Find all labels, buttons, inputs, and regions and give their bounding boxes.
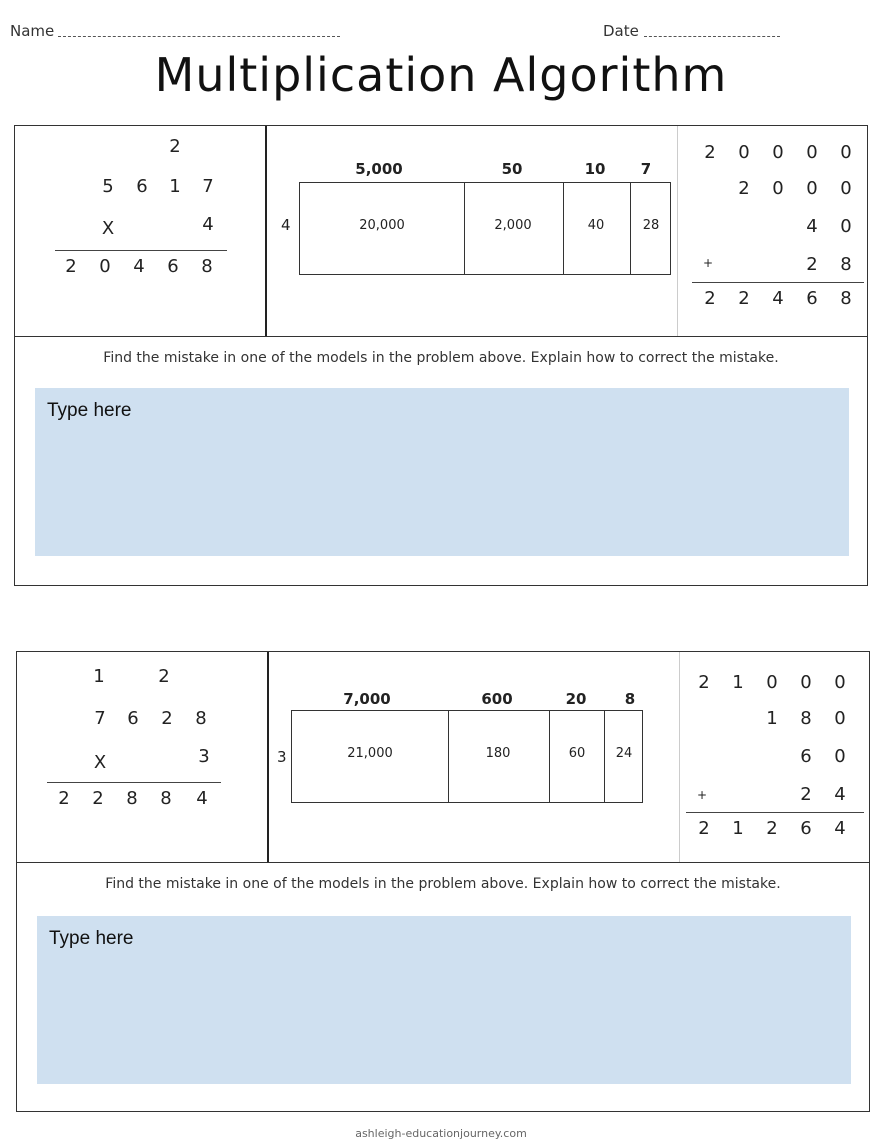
sum-digit: 0 [738, 142, 750, 163]
multiplier-digit: 3 [198, 746, 210, 767]
sum-digit: 2 [738, 178, 750, 199]
total-digit: 1 [732, 818, 744, 839]
sum-digit: 1 [732, 672, 744, 693]
result-digit: 4 [133, 256, 145, 277]
sum-digit: 0 [806, 178, 818, 199]
sum-digit: 8 [840, 254, 852, 275]
multiply-sign: X [93, 752, 107, 773]
sum-digit: 8 [800, 708, 812, 729]
area-box [299, 182, 671, 275]
sum-digit: 4 [806, 216, 818, 237]
top-digit: 6 [136, 176, 148, 197]
area-value: 180 [485, 746, 511, 761]
area-side-factor: 4 [281, 216, 291, 234]
area-value: 24 [615, 746, 633, 761]
area-header: 600 [481, 690, 513, 708]
answer-rule [47, 782, 221, 783]
partial-sums-cell [677, 126, 867, 336]
top-digit: 5 [102, 176, 114, 197]
area-header: 20 [565, 690, 587, 708]
row-divider [17, 862, 869, 863]
area-value: 60 [568, 746, 586, 761]
carry-digit: 2 [169, 136, 181, 157]
result-digit: 8 [160, 788, 172, 809]
total-digit: 8 [840, 288, 852, 309]
mistake-prompt: Find the mistake in one of the models in the problem above. Explain how to correct the mistake. [105, 876, 781, 892]
sum-rule [686, 812, 864, 813]
multiplier-digit: 4 [202, 214, 214, 235]
area-divider [448, 711, 449, 802]
problem-2 [16, 651, 870, 1112]
standard-algorithm-cell [15, 126, 267, 336]
top-digit: 6 [127, 708, 139, 729]
area-side-factor: 3 [277, 748, 287, 766]
total-digit: 2 [738, 288, 750, 309]
total-digit: 2 [766, 818, 778, 839]
footer-url: ashleigh-educationjourney.com [355, 1127, 527, 1140]
result-digit: 0 [99, 256, 111, 277]
sum-digit: 4 [834, 784, 846, 805]
sum-digit: 0 [772, 178, 784, 199]
area-header: 7 [640, 160, 652, 178]
sum-digit: 0 [806, 142, 818, 163]
area-model-cell [269, 652, 679, 862]
area-header: 50 [501, 160, 523, 178]
date-label: Date [603, 22, 639, 40]
plus-sign: + [702, 256, 714, 270]
answer-textbox[interactable]: Type here [35, 388, 849, 556]
name-label: Name [10, 22, 55, 40]
sum-digit: 0 [834, 746, 846, 767]
name-line[interactable] [58, 36, 340, 37]
sum-digit: 0 [800, 672, 812, 693]
sum-digit: 0 [766, 672, 778, 693]
area-value: 20,000 [359, 218, 405, 233]
sum-digit: 6 [800, 746, 812, 767]
sum-digit: 2 [806, 254, 818, 275]
total-digit: 6 [806, 288, 818, 309]
result-digit: 2 [65, 256, 77, 277]
result-digit: 4 [196, 788, 208, 809]
sum-digit: 0 [840, 216, 852, 237]
sum-digit: 0 [772, 142, 784, 163]
problem-1 [14, 125, 868, 586]
top-digit: 8 [195, 708, 207, 729]
answer-textbox[interactable]: Type here [37, 916, 851, 1084]
area-header: 5,000 [355, 160, 403, 178]
top-digit: 7 [94, 708, 106, 729]
carry-digit: 1 [93, 666, 105, 687]
result-digit: 8 [201, 256, 213, 277]
plus-sign: + [696, 788, 708, 802]
result-digit: 2 [92, 788, 104, 809]
area-box [291, 710, 643, 803]
sum-digit: 2 [800, 784, 812, 805]
area-header: 10 [584, 160, 606, 178]
sum-digit: 1 [766, 708, 778, 729]
area-value: 21,000 [347, 746, 393, 761]
partial-sums-cell [679, 652, 869, 862]
area-value: 2,000 [494, 218, 532, 233]
mistake-prompt: Find the mistake in one of the models in the problem above. Explain how to correct the mistake. [103, 350, 779, 366]
row-divider [15, 336, 867, 337]
sum-rule [692, 282, 864, 283]
area-divider [464, 183, 465, 274]
total-digit: 2 [698, 818, 710, 839]
sum-digit: 0 [840, 142, 852, 163]
sum-digit: 2 [704, 142, 716, 163]
sum-digit: 2 [698, 672, 710, 693]
total-digit: 6 [800, 818, 812, 839]
sum-digit: 0 [834, 708, 846, 729]
top-digit: 2 [161, 708, 173, 729]
area-header: 7,000 [343, 690, 391, 708]
standard-algorithm-cell [17, 652, 269, 862]
sum-digit: 0 [840, 178, 852, 199]
area-header: 8 [624, 690, 636, 708]
date-line[interactable] [644, 36, 780, 37]
result-digit: 6 [167, 256, 179, 277]
sum-digit: 0 [834, 672, 846, 693]
top-digit: 1 [169, 176, 181, 197]
total-digit: 4 [772, 288, 784, 309]
total-digit: 2 [704, 288, 716, 309]
area-model-cell [267, 126, 677, 336]
page-title: Multiplication Algorithm [154, 48, 728, 102]
answer-rule [55, 250, 227, 251]
carry-digit: 2 [158, 666, 170, 687]
area-value: 28 [642, 218, 660, 233]
result-digit: 8 [126, 788, 138, 809]
multiply-sign: X [101, 218, 115, 239]
top-digit: 7 [202, 176, 214, 197]
area-value: 40 [587, 218, 605, 233]
result-digit: 2 [58, 788, 70, 809]
total-digit: 4 [834, 818, 846, 839]
